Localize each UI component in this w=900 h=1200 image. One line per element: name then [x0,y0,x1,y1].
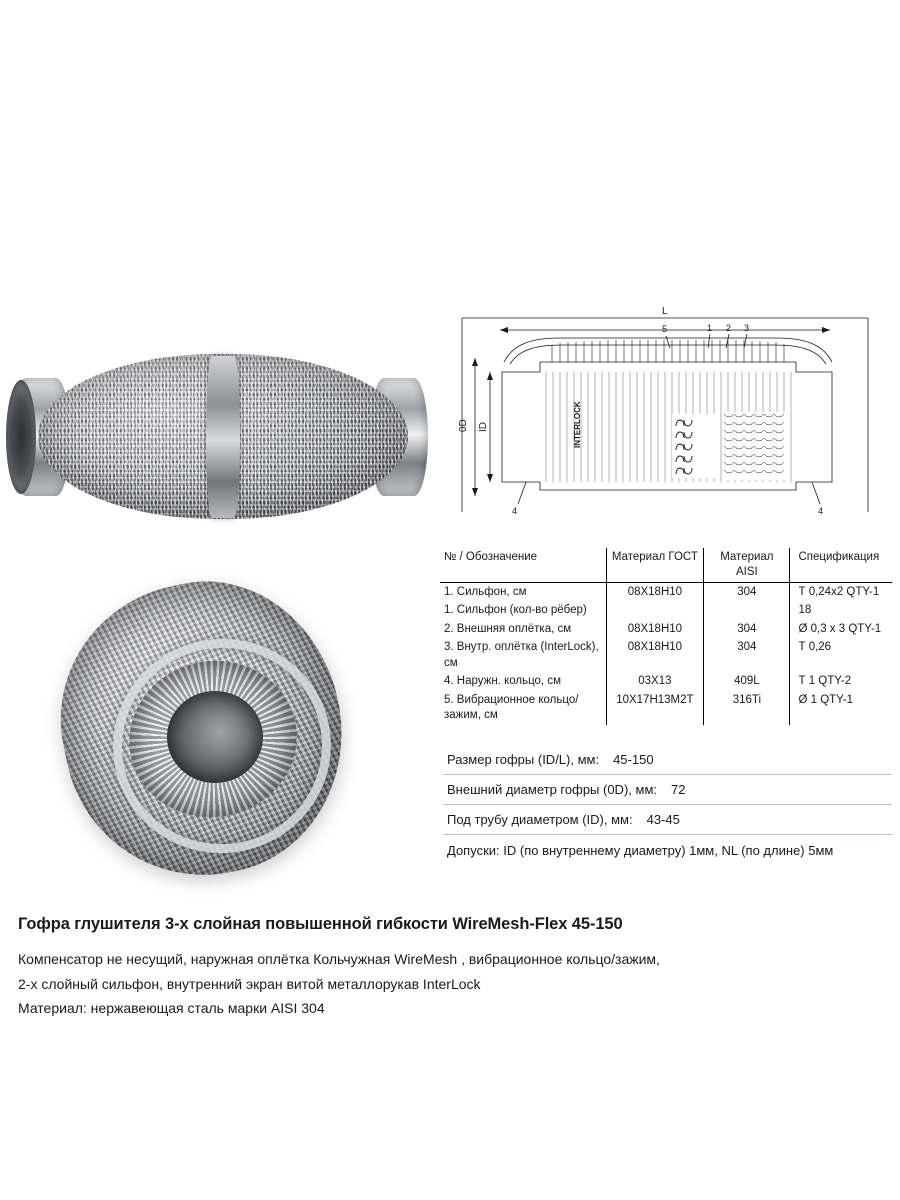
cell-gost: 03Х13 [606,673,704,692]
drawing-callout-5: 5 [662,324,668,334]
cell-spec: 18 [790,602,892,621]
col-header-gost: Материал ГОСТ [606,548,704,583]
dimension-row-inner-diameter [443,804,892,835]
table-row [440,583,892,602]
table-row [440,691,892,725]
technical-drawing [440,300,890,535]
drawing-label-od: 0D [458,419,469,432]
cell-spec: Ø 0,3 х 3 QTY-1 [790,620,892,639]
cell-designation: 3. Внутр. оплётка (InterLock), см [444,641,599,669]
dimension-label: Размер гофры (ID/L), мм: [447,752,600,767]
cell-aisi: 316Ti [704,691,790,725]
dimension-value: 72 [671,782,686,797]
cell-spec: Т 0,26 [790,639,892,673]
cell-aisi [704,602,790,621]
cell-aisi: 304 [704,620,790,639]
cell-spec: Т 1 QTY-2 [790,673,892,692]
dimension-value: 45-150 [613,752,654,767]
col-header-designation: № / Обозначение [440,548,606,583]
vibration-ring-clamp [206,356,240,518]
table-row [440,620,892,639]
dimension-row-outer-diameter [443,774,892,804]
col-header-specification: Спецификация [790,548,892,583]
cell-designation: 5. Вибрационное кольцо/зажим, см [444,693,579,722]
table-header-row [440,548,892,583]
cell-gost: 08Х18Н10 [606,583,704,602]
product-photo-angled-view [55,565,355,895]
flex-pipe-assembly [10,340,430,530]
tolerances-note: Допуски: ID (по внутреннему диаметру) 1мм, NL (по длине) 5мм [447,843,834,858]
description-line-1: Компенсатор не несущий, наружная оплётка Кольчужная WireMesh , вибрационное кольцо/зажим, [18,951,660,967]
pipe-bore [167,691,263,783]
pipe-opening-left [6,380,36,494]
table-row [440,673,892,692]
drawing-label-id: ID [478,422,489,432]
cell-designation: 1. Сильфон, см [444,585,527,598]
cell-aisi: 304 [704,639,790,673]
page-title: Гофра глушителя 3-х слойная повышенной гибкости WireMesh-Flex 45-150 [18,915,623,933]
product-text-block [18,915,878,1022]
materials-spec-table [440,548,892,725]
dimension-label: Внешний диаметр гофры (0D), мм: [447,782,657,797]
dimension-row-size [443,745,892,774]
cell-designation: 2. Внешняя оплётка, см [444,622,572,635]
cell-gost: 08Х18Н10 [606,620,704,639]
cell-gost [606,602,704,621]
cell-aisi: 409L [704,673,790,692]
description-line-3: Материал: нержавеющая сталь марки AISI 304 [18,1000,325,1017]
table-row [440,602,892,621]
cell-spec: Т 0,24х2 QTY-1 [790,583,892,602]
cell-aisi: 304 [704,583,790,602]
cell-designation: 4. Наружн. кольцо, см [444,675,561,688]
dimension-label: Под трубу диаметром (ID), мм: [447,812,633,827]
drawing-callout-4-right: 4 [818,506,824,516]
col-header-aisi: Материал AISI [704,548,790,583]
drawing-svg [440,300,890,535]
drawing-callout-4-left: 4 [512,506,518,516]
cell-gost: 08Х18Н10 [606,639,704,673]
table-row [440,639,892,673]
dimensions-list [443,745,892,858]
product-photo-side-view [0,320,440,550]
cell-designation: 1. Сильфон (кол-во рёбер) [444,604,587,617]
drawing-brand-label: INTERLOCK [573,401,582,448]
drawing-label-length: L [662,306,668,317]
drawing-callout-1: 1 [707,323,713,333]
cell-gost: 10Х17Н13М2Т [606,691,704,725]
product-description [18,948,878,1020]
dimension-value: 43-45 [646,812,680,827]
drawing-callout-3: 3 [744,323,750,333]
description-line-2: 2-х слойный сильфон, внутренний экран витой металлорукав InterLock [18,975,481,992]
drawing-callout-2: 2 [726,323,732,333]
cell-spec: Ø 1 QTY-1 [790,691,892,725]
